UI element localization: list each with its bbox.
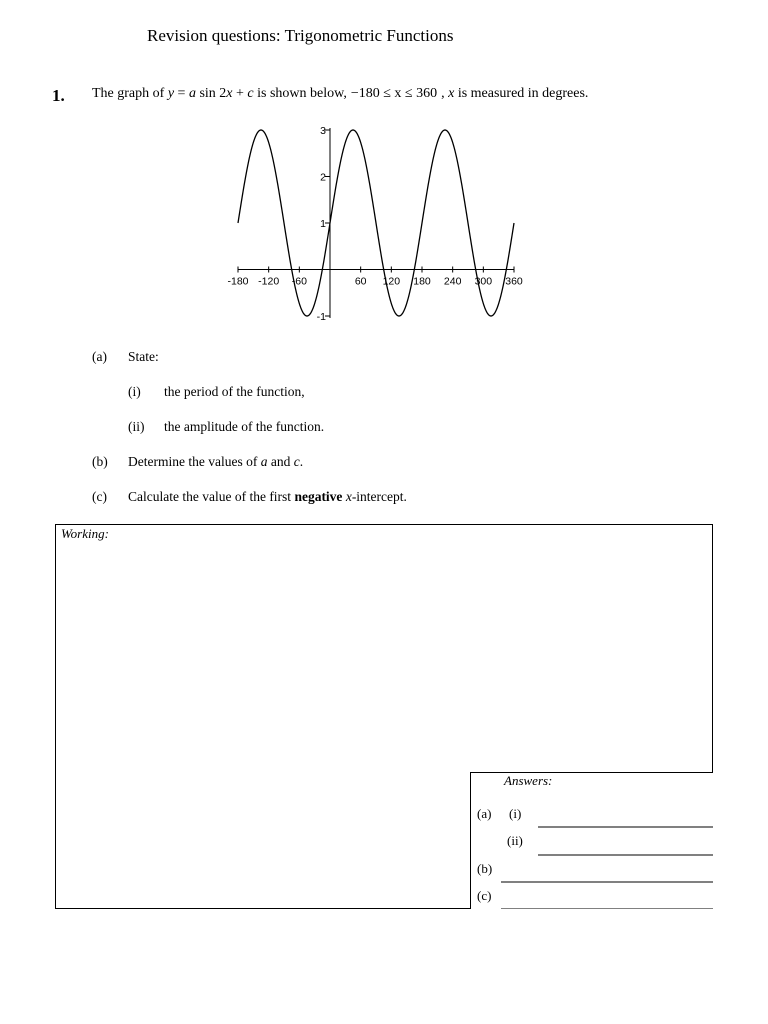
part-b-and: and [267, 454, 294, 469]
y-tick-label: 2 [320, 171, 326, 184]
answer-a-label: (a) [477, 806, 492, 821]
part-b-prefix: Determine the values of [128, 454, 261, 469]
working-box [55, 524, 713, 909]
x-tick-label: 360 [505, 275, 523, 288]
part-b-c: c [293, 454, 300, 469]
var-c: c [247, 86, 254, 101]
sin-text: sin 2 [195, 86, 227, 101]
var-x: x [226, 86, 233, 101]
part-b-text [128, 454, 303, 470]
part-b-a: a [260, 454, 268, 469]
part-a-text: State: [128, 349, 159, 364]
var-a: a [188, 86, 196, 101]
sine-graph [215, 118, 535, 328]
var-x-2: x [448, 86, 455, 101]
x-tick-label: 180 [413, 275, 431, 288]
part-c-end: -intercept. [351, 489, 407, 504]
answer-ii-label: (ii) [507, 833, 523, 848]
x-tick-label: 240 [443, 275, 462, 288]
working-label: Working: [61, 526, 109, 541]
part-ai-label: (i) [128, 384, 141, 399]
answers-label: Answers: [504, 773, 553, 788]
x-tick-label: -60 [291, 275, 307, 288]
working-box-border [56, 525, 713, 909]
question-number: 1. [52, 86, 65, 105]
answer-c-label: (c) [477, 888, 492, 903]
part-ai-text: the period of the function, [164, 384, 305, 399]
part-c-bold: negative [294, 489, 343, 504]
equals: = [174, 86, 189, 101]
part-c-text [128, 489, 407, 505]
part-a-label: (a) [92, 349, 107, 364]
var-y: y [167, 86, 175, 101]
answer-b-label: (b) [477, 861, 493, 876]
stem-end: is measured in degrees. [454, 86, 589, 101]
part-aii-text: the amplitude of the function. [164, 419, 325, 434]
x-tick-label: 120 [382, 275, 401, 288]
answer-i-label: (i) [509, 806, 522, 821]
page-title: Revision questions: Trigonometric Functions [147, 26, 454, 45]
part-b-label: (b) [92, 454, 108, 469]
part-b-end: . [299, 454, 304, 469]
y-tick-label: 1 [320, 218, 326, 230]
x-tick-label: -180 [227, 275, 249, 288]
comma: , [441, 86, 445, 101]
part-c-prefix: Calculate the value of the first [128, 489, 295, 504]
part-c-x: x [345, 489, 352, 504]
part-aii-label: (ii) [128, 419, 145, 434]
stem-middle: is shown below, [253, 86, 347, 101]
stem-prefix: The graph of [92, 86, 168, 101]
x-tick-label: 60 [354, 275, 367, 288]
x-tick-label: -120 [258, 275, 280, 288]
sine-curve [238, 130, 514, 316]
plus: + [232, 86, 248, 101]
part-c-label: (c) [92, 489, 107, 504]
question-stem [92, 86, 588, 102]
y-tick-label: -1 [316, 311, 326, 323]
y-tick-label: 3 [320, 125, 326, 137]
x-tick-label: 300 [474, 275, 493, 288]
domain-range: −180 ≤ x ≤ 360 [350, 86, 438, 101]
